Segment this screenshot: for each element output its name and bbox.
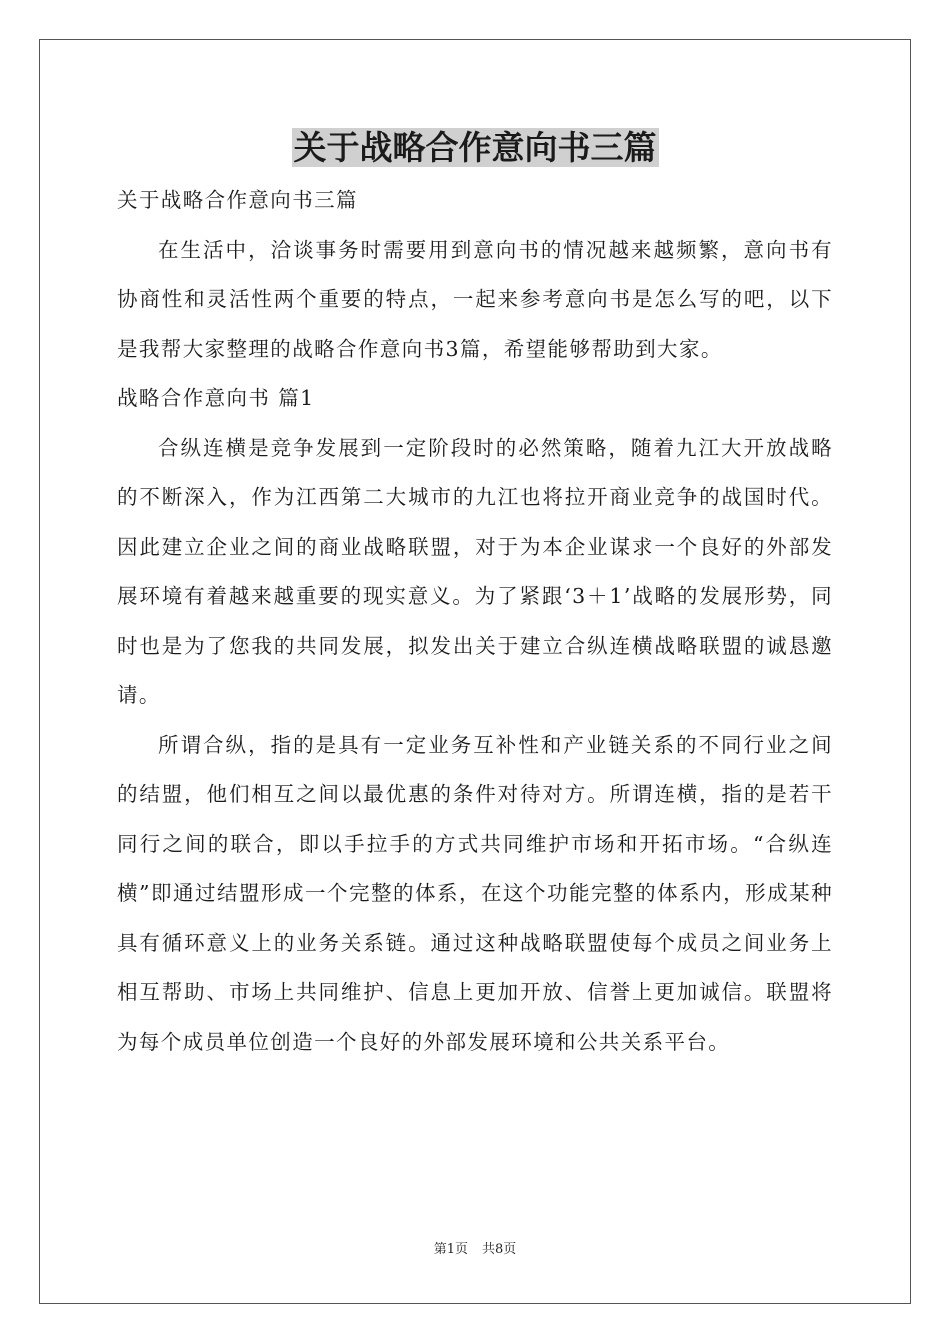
section-heading: 战略合作意向书 篇1 <box>117 386 315 410</box>
page-number-total: 共8页 <box>482 1242 517 1257</box>
document-body <box>117 176 833 1067</box>
document-title <box>0 124 950 172</box>
body-paragraph: 所谓合纵，指的是具有一定业务互补性和产业链关系的不同行业之间的结盟，他们相互之间以最优惠的条件对待对方。所谓连横，指的是若干同行之间的联合，即以手拉手的方式共同维护市场和开拓市场。“合纵连横”即通过结盟形成一个完整的体系，在这个功能完整的体系内，形成某种具有循环意义上的业务关系链。通过这种战略联盟使每个成员之间业务上相互帮助、市场上共同维护、信息上更加开放、信誉上更加诚信。联盟将为每个成员单位创造一个良好的外部发展环境和公共关系平台。 <box>117 732 833 1054</box>
document-title-text: 关于战略合作意向书三篇 <box>293 128 657 167</box>
page-number-current: 第1页 <box>433 1242 468 1257</box>
page-footer <box>0 1240 950 1260</box>
intro-paragraph: 在生活中，洽谈事务时需要用到意向书的情况越来越频繁，意向书有协商性和灵活性两个重要的特点，一起来参考意向书是怎么写的吧，以下是我帮大家整理的战略合作意向书3篇，希望能够帮助到大家。 <box>117 237 833 361</box>
document-subtitle: 关于战略合作意向书三篇 <box>117 188 358 212</box>
body-paragraph: 合纵连横是竞争发展到一定阶段时的必然策略，随着九江大开放战略的不断深入，作为江西第二大城市的九江也将拉开商业竞争的战国时代。因此建立企业之间的商业战略联盟，对于为本企业谋求一个良好的外部发展环境有着越来越重要的现实意义。为了紧跟‘3＋1’战略的发展形势，同时也是为了您我的共同发展，拟发出关于建立合纵连横战略联盟的诚恳邀请。 <box>117 435 833 707</box>
